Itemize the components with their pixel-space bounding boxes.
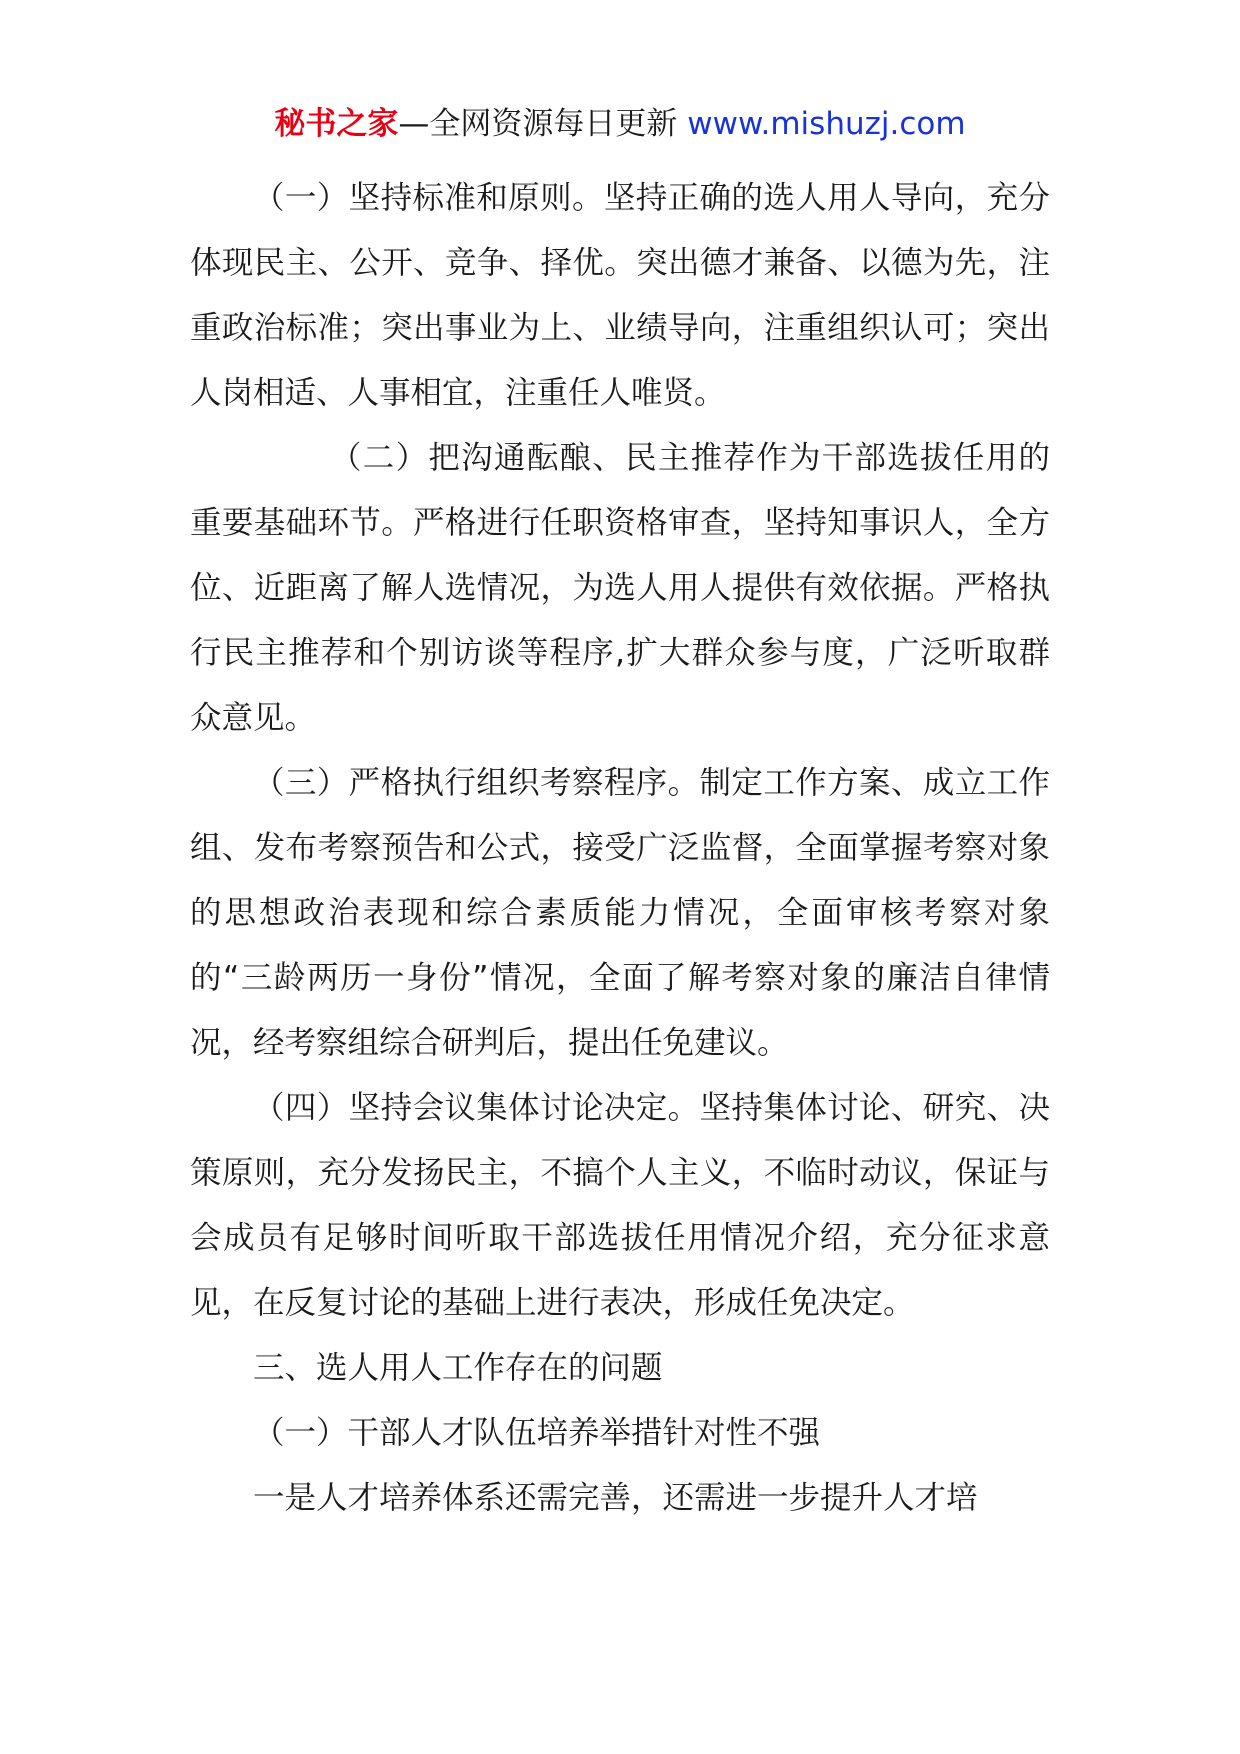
- paragraph-collective-decision: （四）坚持会议集体讨论决定。坚持集体讨论、研究、决策原则，充分发扬民主，不搞个人主义，不临时动议，保证与会成员有足够时间听取干部选拔任用情况介绍，充分征求意见，在反复讨论的基础上进行表决，形成任免决定。: [190, 1090, 1050, 1321]
- paragraph-standards-principles: （一）坚持标准和原则。坚持正确的选人用人导向，充分体现民主、公开、竞争、择优。突出德才兼备、以德为先，注重政治标准；突出事业为上、业绩导向，注重组织认可；突出人岗相适、人事相宜，注重任人唯贤。: [190, 180, 1050, 411]
- website-link[interactable]: www.mishuzj.com: [687, 106, 966, 142]
- paragraph-recommendation: （二）把沟通酝酿、民主推荐作为干部选拔任用的重要基础环节。严格进行任职资格审查，坚持知事识人，全方位、近距离了解人选情况，为选人用人提供有效依据。严格执行民主推荐和个别访谈等程序,扩大群众参与度，广泛听取群众意见。: [190, 440, 1050, 736]
- document-body: [190, 166, 1050, 1531]
- subsection-heading-training: （一）干部人才队伍培养举措针对性不强: [253, 1415, 821, 1451]
- header-tagline: —全网资源每日更新: [398, 106, 678, 142]
- page-header: [0, 104, 1240, 144]
- section-heading-problems: 三、选人用人工作存在的问题: [253, 1350, 663, 1386]
- brand-name: 秘书之家: [274, 106, 399, 142]
- paragraph-talent-system: 一是人才培养体系还需完善，还需进一步提升人才培: [253, 1480, 978, 1516]
- paragraph-inspection: （三）严格执行组织考察程序。制定工作方案、成立工作组、发布考察预告和公式，接受广泛监督，全面掌握考察对象的思想政治表现和综合素质能力情况，全面审核考察对象的“三龄两历一身份”情况，全面了解考察对象的廉洁自律情况，经考察组综合研判后，提出任免建议。: [190, 765, 1050, 1061]
